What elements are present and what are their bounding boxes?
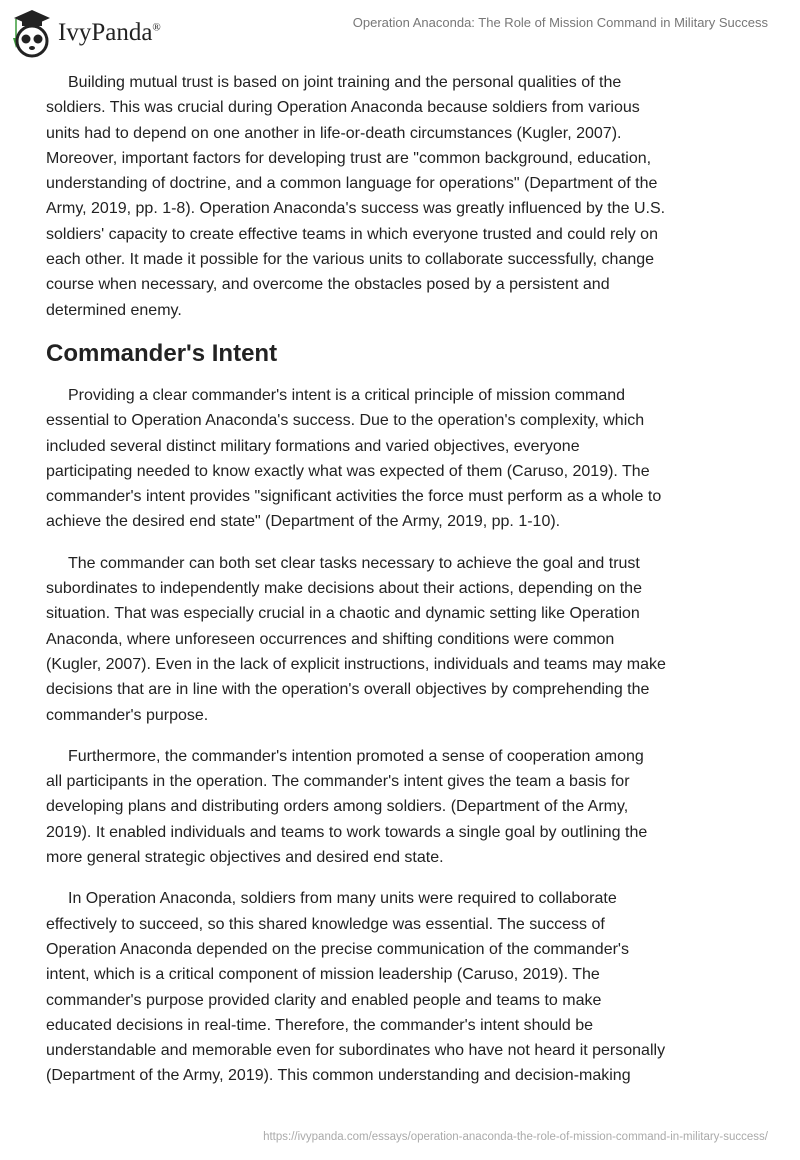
text-line: developing plans and distributing orders among soldiers. (Department of the Army, xyxy=(46,798,629,816)
text-line: course when necessary, and overcome the obstacles posed by a persistent and xyxy=(46,276,610,294)
text-line: Army, 2019, pp. 1-8). Operation Anaconda's success was greatly influenced by the U.S. xyxy=(46,200,666,218)
paragraph xyxy=(46,551,766,728)
text-line: (Department of the Army, 2019). This common understanding and decision-making xyxy=(46,1067,631,1085)
text-line: Anaconda, where unforeseen occurrences and shifting conditions were common xyxy=(46,630,615,648)
text-line: soldiers' capacity to create effective teams in which everyone trusted and could rely on xyxy=(46,225,658,243)
paragraph xyxy=(46,886,766,1088)
text-line: subordinates to independently make decisions about their actions, depending on the xyxy=(46,580,642,598)
text-line: units had to depend on one another in life-or-death circumstances (Kugler, 2007). xyxy=(46,124,622,142)
essay-body xyxy=(46,70,766,1105)
panda-graduate-icon xyxy=(12,8,52,58)
text-line: more general strategic objectives and desired end state. xyxy=(46,849,444,867)
text-line: educated decisions in real-time. Therefore, the commander's intent should be xyxy=(46,1016,594,1034)
document-title: Operation Anaconda: The Role of Mission Command in Military Success xyxy=(352,15,768,30)
text-line: effectively to succeed, so this shared knowledge was essential. The success of xyxy=(46,915,605,933)
text-line: each other. It made it possible for the various units to collaborate successfully, change xyxy=(46,251,655,269)
text-line: understandable and memorable even for subordinates who have not heard it personally xyxy=(46,1042,666,1060)
text-line: achieve the desired end state" (Department of the Army, 2019, pp. 1-10). xyxy=(46,513,561,531)
ivypanda-logo[interactable] xyxy=(12,8,161,58)
text-line: all participants in the operation. The commander's intent gives the team a basis for xyxy=(46,773,630,791)
text-line: essential to Operation Anaconda's success. Due to the operation's complexity, which xyxy=(46,412,645,430)
text-line: The commander can both set clear tasks necessary to achieve the goal and trust xyxy=(68,554,640,572)
registered-mark: ® xyxy=(152,21,161,34)
text-line: included several distinct military formations and varied objectives, everyone xyxy=(46,437,580,455)
paragraph xyxy=(46,744,766,870)
text-line: 2019). It enabled individuals and teams to work towards a single goal by outlining the xyxy=(46,823,648,841)
text-line: In Operation Anaconda, soldiers from many units were required to collaborate xyxy=(68,890,617,908)
text-line: Moreover, important factors for developing trust are "common background, education, xyxy=(46,149,652,167)
text-line: participating needed to know exactly what was expected of them (Caruso, 2019). The xyxy=(46,462,650,480)
brand-name: IvyPanda xyxy=(58,19,153,46)
text-line: determined enemy. xyxy=(46,301,182,319)
text-line: intent, which is a critical component of mission leadership (Caruso, 2019). The xyxy=(46,966,600,984)
text-line: Providing a clear commander's intent is a critical principle of mission command xyxy=(68,386,626,404)
text-line: Building mutual trust is based on joint training and the personal qualities of the xyxy=(68,74,622,91)
text-line: Furthermore, the commander's intention promoted a sense of cooperation among xyxy=(68,747,644,765)
section-heading: Commander's Intent xyxy=(46,339,278,367)
text-line: soldiers. This was crucial during Operation Anaconda because soldiers from various xyxy=(46,99,640,117)
text-line: Operation Anaconda depended on the precise communication of the commander's xyxy=(46,940,629,958)
text-line: understanding of doctrine, and a common language for operations" (Department of the xyxy=(46,175,658,193)
paragraph xyxy=(46,383,766,535)
text-line: situation. That was especially crucial in a chaotic and dynamic setting like Operation xyxy=(46,605,640,623)
text-line: commander's purpose. xyxy=(46,706,209,724)
text-line: commander's intent provides "significant activities the force must perform as a whole to xyxy=(46,488,662,506)
text-line: decisions that are in line with the operation's overall objectives by comprehending the xyxy=(46,681,650,699)
paragraph xyxy=(46,70,766,323)
text-line: (Kugler, 2007). Even in the lack of explicit instructions, individuals and teams may make xyxy=(46,655,666,673)
footer-url[interactable]: https://ivypanda.com/essays/operation-anaconda-the-role-of-mission-command-in-military-success/ xyxy=(263,1131,768,1143)
text-line: commander's purpose provided clarity and enabled people and teams to make xyxy=(46,991,602,1009)
